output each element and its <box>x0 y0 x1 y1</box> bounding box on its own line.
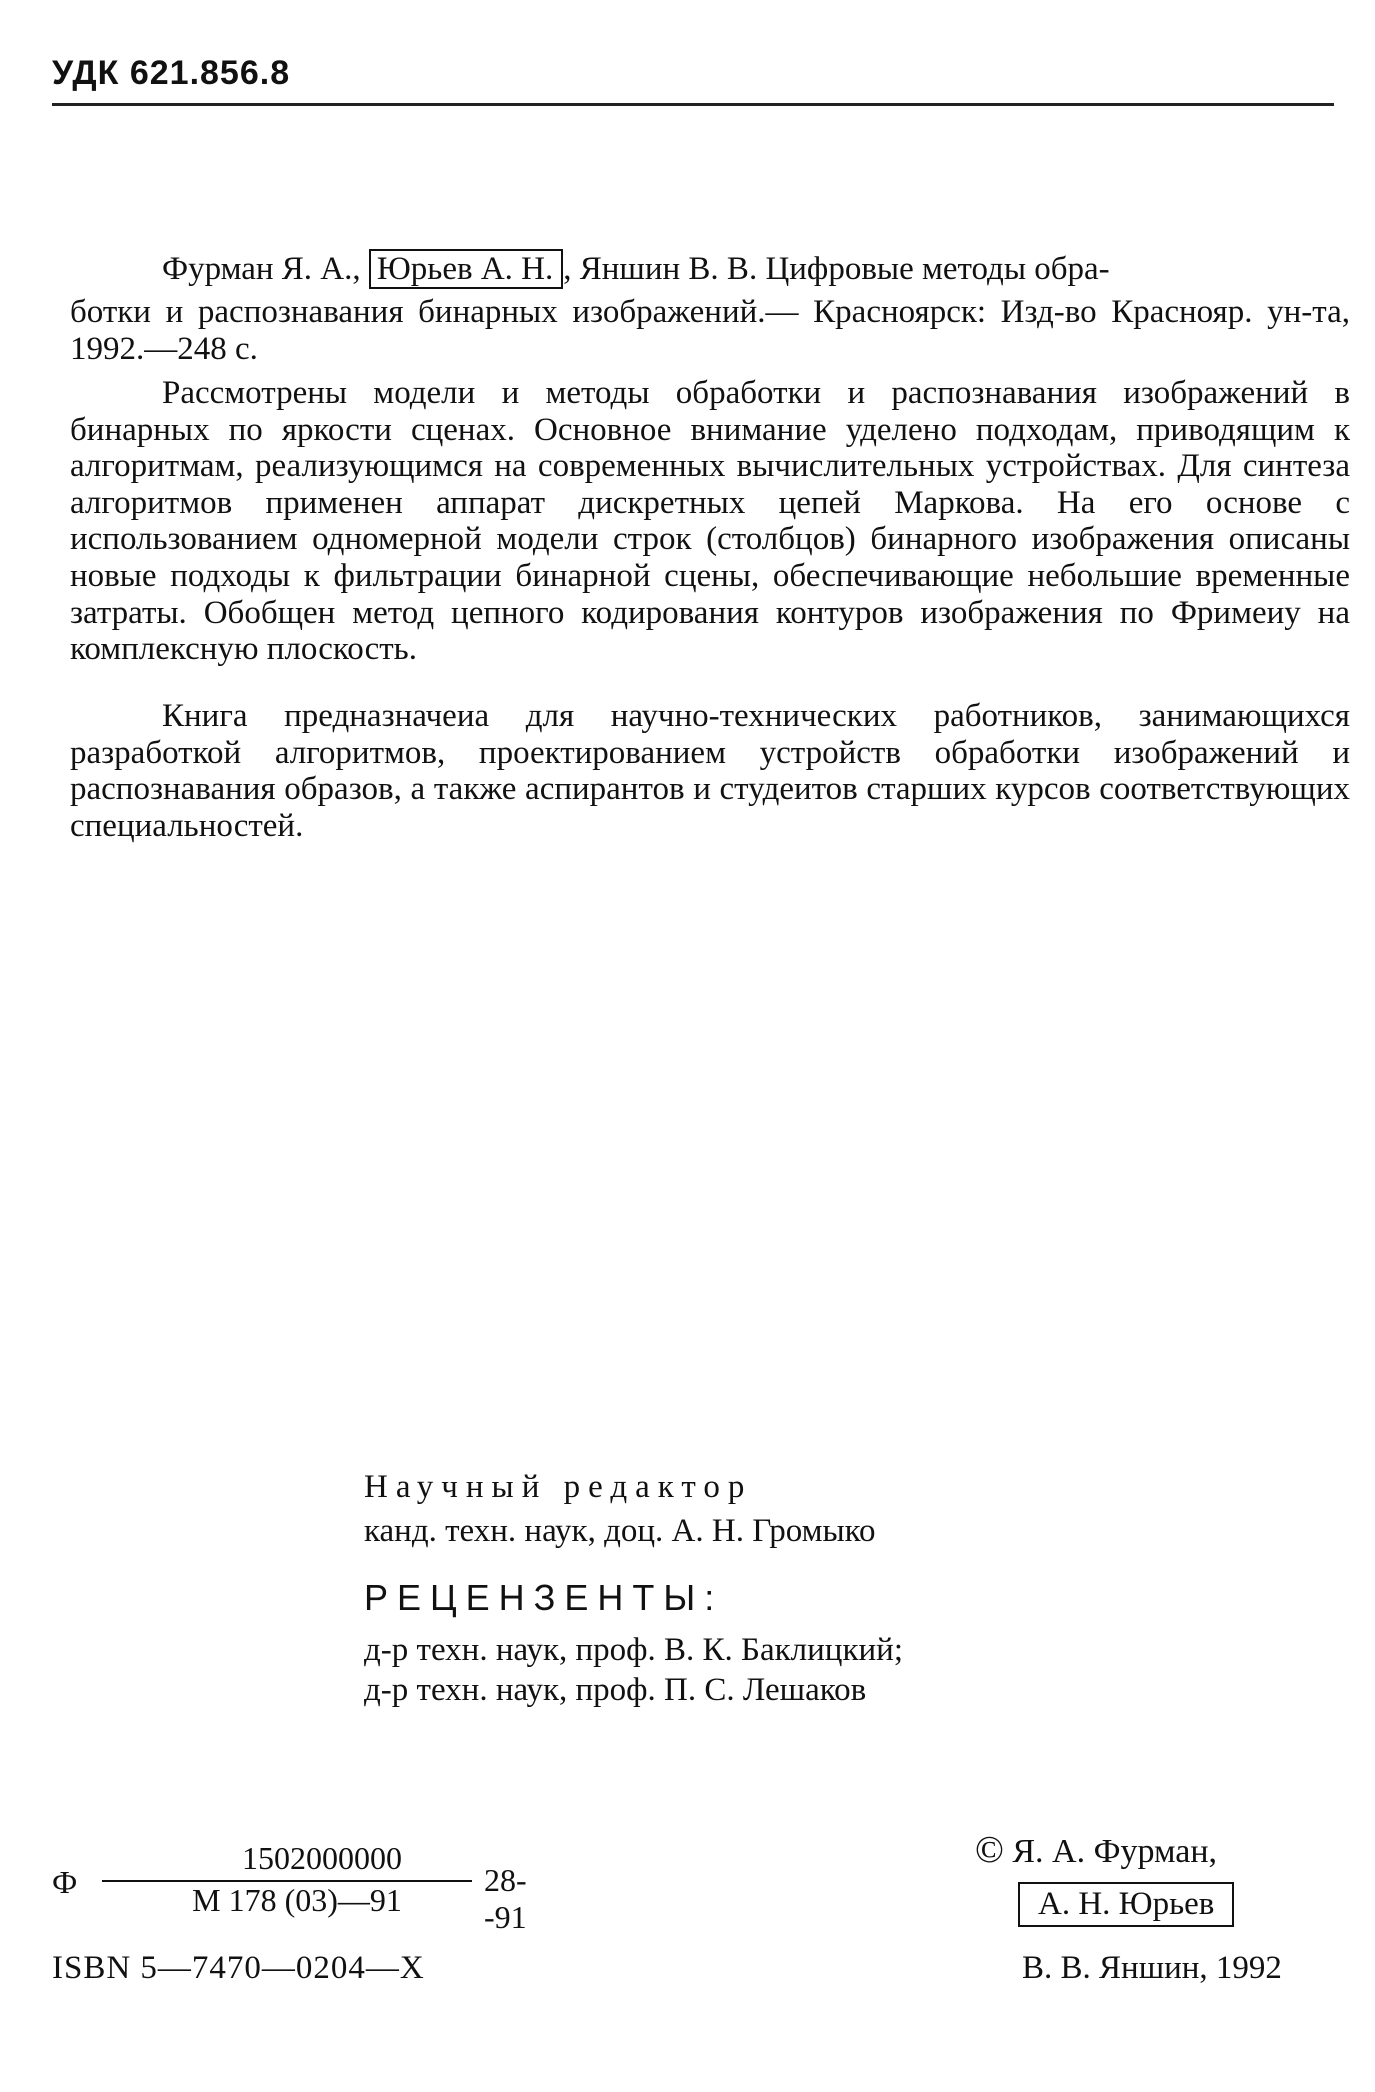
copyright-icon: © <box>975 1829 1004 1871</box>
bibliographic-rest: ботки и распознавания бинарных изображений.— Красноярск: Изд-во Краснояр. ун-та, 1992.—248 с. <box>70 294 1350 367</box>
bibliographic-entry <box>70 244 1350 367</box>
udc-code: УДК 621.856.8 <box>52 54 291 92</box>
reviewers-list <box>364 1630 903 1710</box>
isbn: ISBN 5—7470—0204—X <box>52 1950 425 1986</box>
abstract-paragraph: Рассмотрены модели и методы обработки и распознавания изображений в бинарных по яркости сценах. Основное внимание уделено подходам, приводящим к алгоритмам, реализующимся на современных вычислительных устройствах. Для синтеза алгоритмов применен аппарат дискретных цепей Маркова. На его основе с использованием одномерной модели строк (столбцов) бинарного изображения описаны новые подходы к фильтрации бинарной сцены, обеспечивающие небольшие временные затраты. Обобщен метод цепного кодирования контуров изображения по Фримеиу на комплексную плоскость. <box>70 375 1350 668</box>
boxed-author: Юрьев А. Н. <box>369 249 563 289</box>
reviewer-item: д-р техн. наук, проф. П. С. Лешаков <box>364 1672 867 1708</box>
index-suffix: 28--91 <box>484 1862 527 1935</box>
copyright-boxed-author: А. Н. Юрьев <box>1018 1882 1234 1927</box>
copyright-line3: В. В. Яншин, 1992 <box>1022 1950 1282 1986</box>
bibliographic-first-line <box>70 244 1350 294</box>
scientific-editor-block <box>364 1465 875 1553</box>
header-rule <box>52 103 1334 106</box>
reviewer-item: д-р техн. наук, проф. В. К. Баклицкий; <box>364 1632 903 1668</box>
copyright-line1 <box>975 1830 1217 1872</box>
editor-name: канд. техн. наук, доц. А. Н. Громыко <box>364 1513 876 1549</box>
index-letter: Ф <box>52 1864 78 1900</box>
editor-title: Научный редактор <box>364 1469 753 1505</box>
index-numerator: 1502000000 <box>242 1840 402 1876</box>
purpose-paragraph: Книга предназначеиа для научно-технических работников, занимающихся разработкой алгоритмов, проектированием устройств обработки изображений и распознавания образов, а также аспирантов и студеитов старших курсов соответствующих специальностей. <box>70 698 1350 844</box>
title-part: , Яншин В. В. Цифровые методы обра- <box>563 251 1110 287</box>
index-denominator: М 178 (03)—91 <box>192 1882 402 1918</box>
copyright-author1: Я. А. Фурман, <box>1012 1833 1218 1870</box>
authors-prefix: Фурман Я. А., <box>162 251 361 287</box>
reviewers-title: РЕЦЕНЗЕНТЫ: <box>364 1577 724 1618</box>
